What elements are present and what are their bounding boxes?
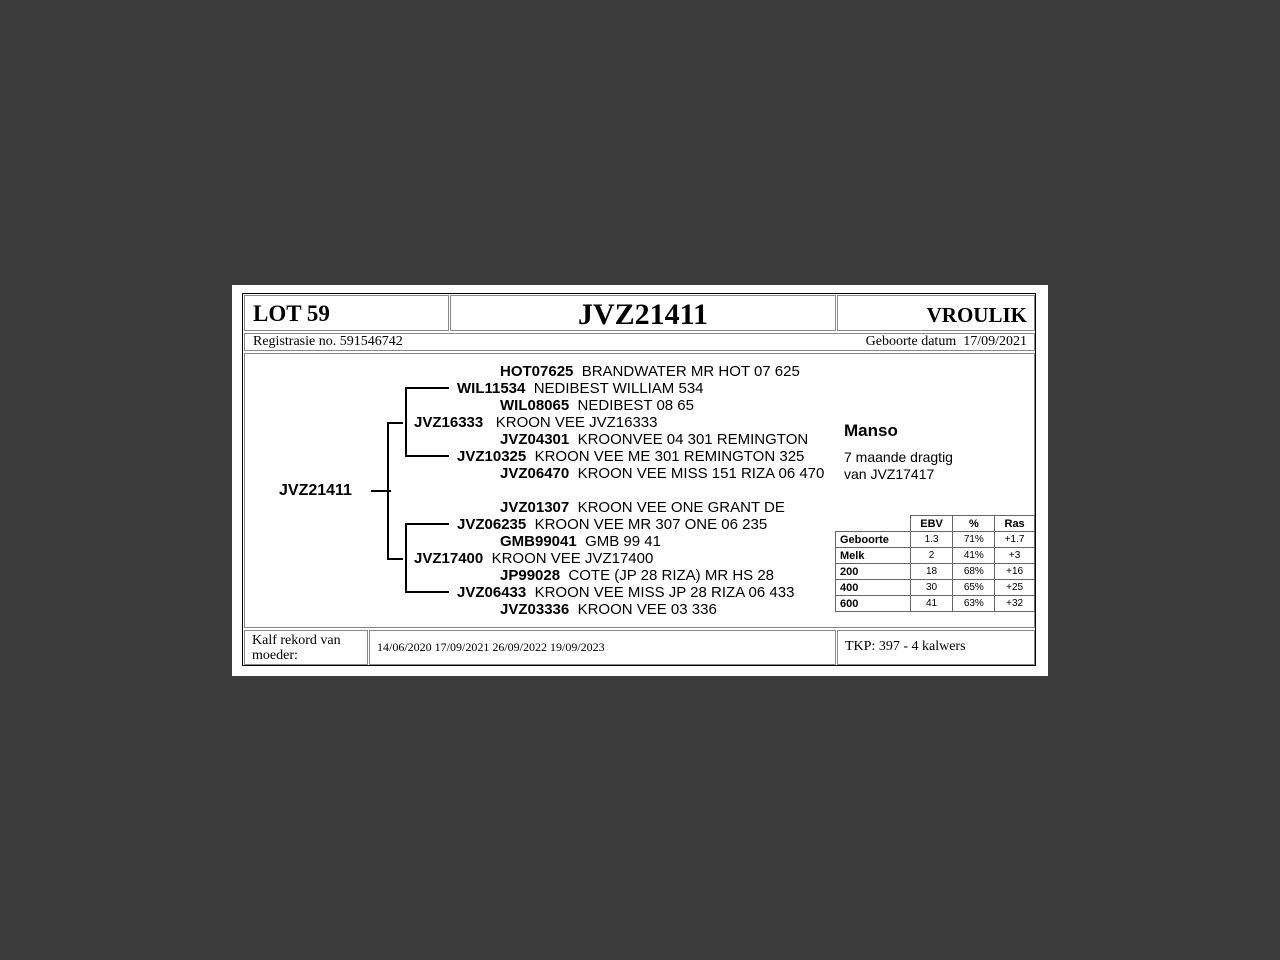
tkp-cell [837,630,1035,665]
pedigree-sire-sire-sire: HOT07625 BRANDWATER MR HOT 07 625 [500,363,800,380]
calf-record-label-cell [244,630,368,665]
pedigree-dam: JVZ17400 KROON VEE JVZ17400 [414,550,654,567]
ebv-row: Geboorte 1.3 71% +1.7 [836,532,1035,548]
sex: VROULIK [926,303,1027,327]
ebv-header-row [836,516,1035,532]
ebv-row: Melk 2 41% +3 [836,548,1035,564]
pedigree-dam-dam: JVZ06433 KROON VEE MISS JP 28 RIZA 06 433 [457,584,795,601]
pedigree-subject: JVZ21411 [279,482,352,499]
pedigree-panel [244,353,1035,628]
animal-id-cell [450,295,836,331]
pedigree-sire-dam: JVZ10325 KROON VEE ME 301 REMINGTON 325 [457,448,805,465]
registration-number: Registrasie no. 591546742 [253,334,403,349]
sex-cell [837,295,1035,331]
pedigree-sire-dam-dam: JVZ06470 KROON VEE MISS 151 RIZA 06 470 [500,465,825,482]
birth-date-value: 17/09/2021 [963,334,1027,349]
parents-bracket [387,422,389,559]
ebv-row: 400 30 65% +25 [836,580,1035,596]
tkp: TKP: 397 - 4 kalwers [845,639,966,654]
pct-header: % [953,516,995,532]
pedigree-sire: JVZ16333 KROON VEE JVZ16333 [414,414,658,431]
calf-dates: 14/06/2020 17/09/2021 26/09/2022 19/09/2023 [377,640,605,654]
pedigree-dam-sire-dam: GMB99041 GMB 99 41 [500,533,661,550]
registration-row [244,333,1035,351]
calf-record-label: Kalf rekord van moeder: [252,633,341,663]
dam-bracket [405,523,407,593]
ebv-table [835,515,1035,612]
lot-card [232,285,1048,676]
sire-connector [387,422,403,424]
ebv-row: 200 18 68% +16 [836,564,1035,580]
lot-cell [244,295,449,331]
pedigree-dam-sire-sire: JVZ01307 KROON VEE ONE GRANT DE [500,499,785,516]
lot-number: LOT 59 [253,301,330,326]
pedigree-sire-sire: WIL11534 NEDIBEST WILLIAM 534 [457,380,704,397]
dam-dam-connector [405,591,449,593]
card-frame [242,293,1036,666]
pedigree-dam-dam-dam: JVZ03336 KROON VEE 03 336 [500,601,717,618]
ebv-header: EBV [910,516,953,532]
calf-dates-cell [369,630,836,665]
sire-dam-connector [405,455,449,457]
pregnancy-sire: van JVZ17417 [844,466,935,482]
sire-bracket [405,387,407,457]
pedigree-sire-sire-dam: WIL08065 NEDIBEST 08 65 [500,397,694,414]
sire-sire-connector [405,387,449,389]
dam-connector [387,558,403,560]
pedigree-dam-sire: JVZ06235 KROON VEE MR 307 ONE 06 235 [457,516,768,533]
birth-date [866,334,1027,350]
ras-header: Ras [995,516,1035,532]
pedigree-dam-dam-sire: JP99028 COTE (JP 28 RIZA) MR HS 28 [500,567,775,584]
pregnancy-status: 7 maande dragtig [844,449,953,465]
pedigree-sire-dam-sire: JVZ04301 KROONVEE 04 301 REMINGTON [500,431,809,448]
animal-name: Manso [844,421,898,440]
birth-date-label: Geboorte datum [865,334,957,349]
dam-sire-connector [405,523,449,525]
ebv-row: 600 41 63% +32 [836,596,1035,612]
animal-id: JVZ21411 [577,298,709,331]
